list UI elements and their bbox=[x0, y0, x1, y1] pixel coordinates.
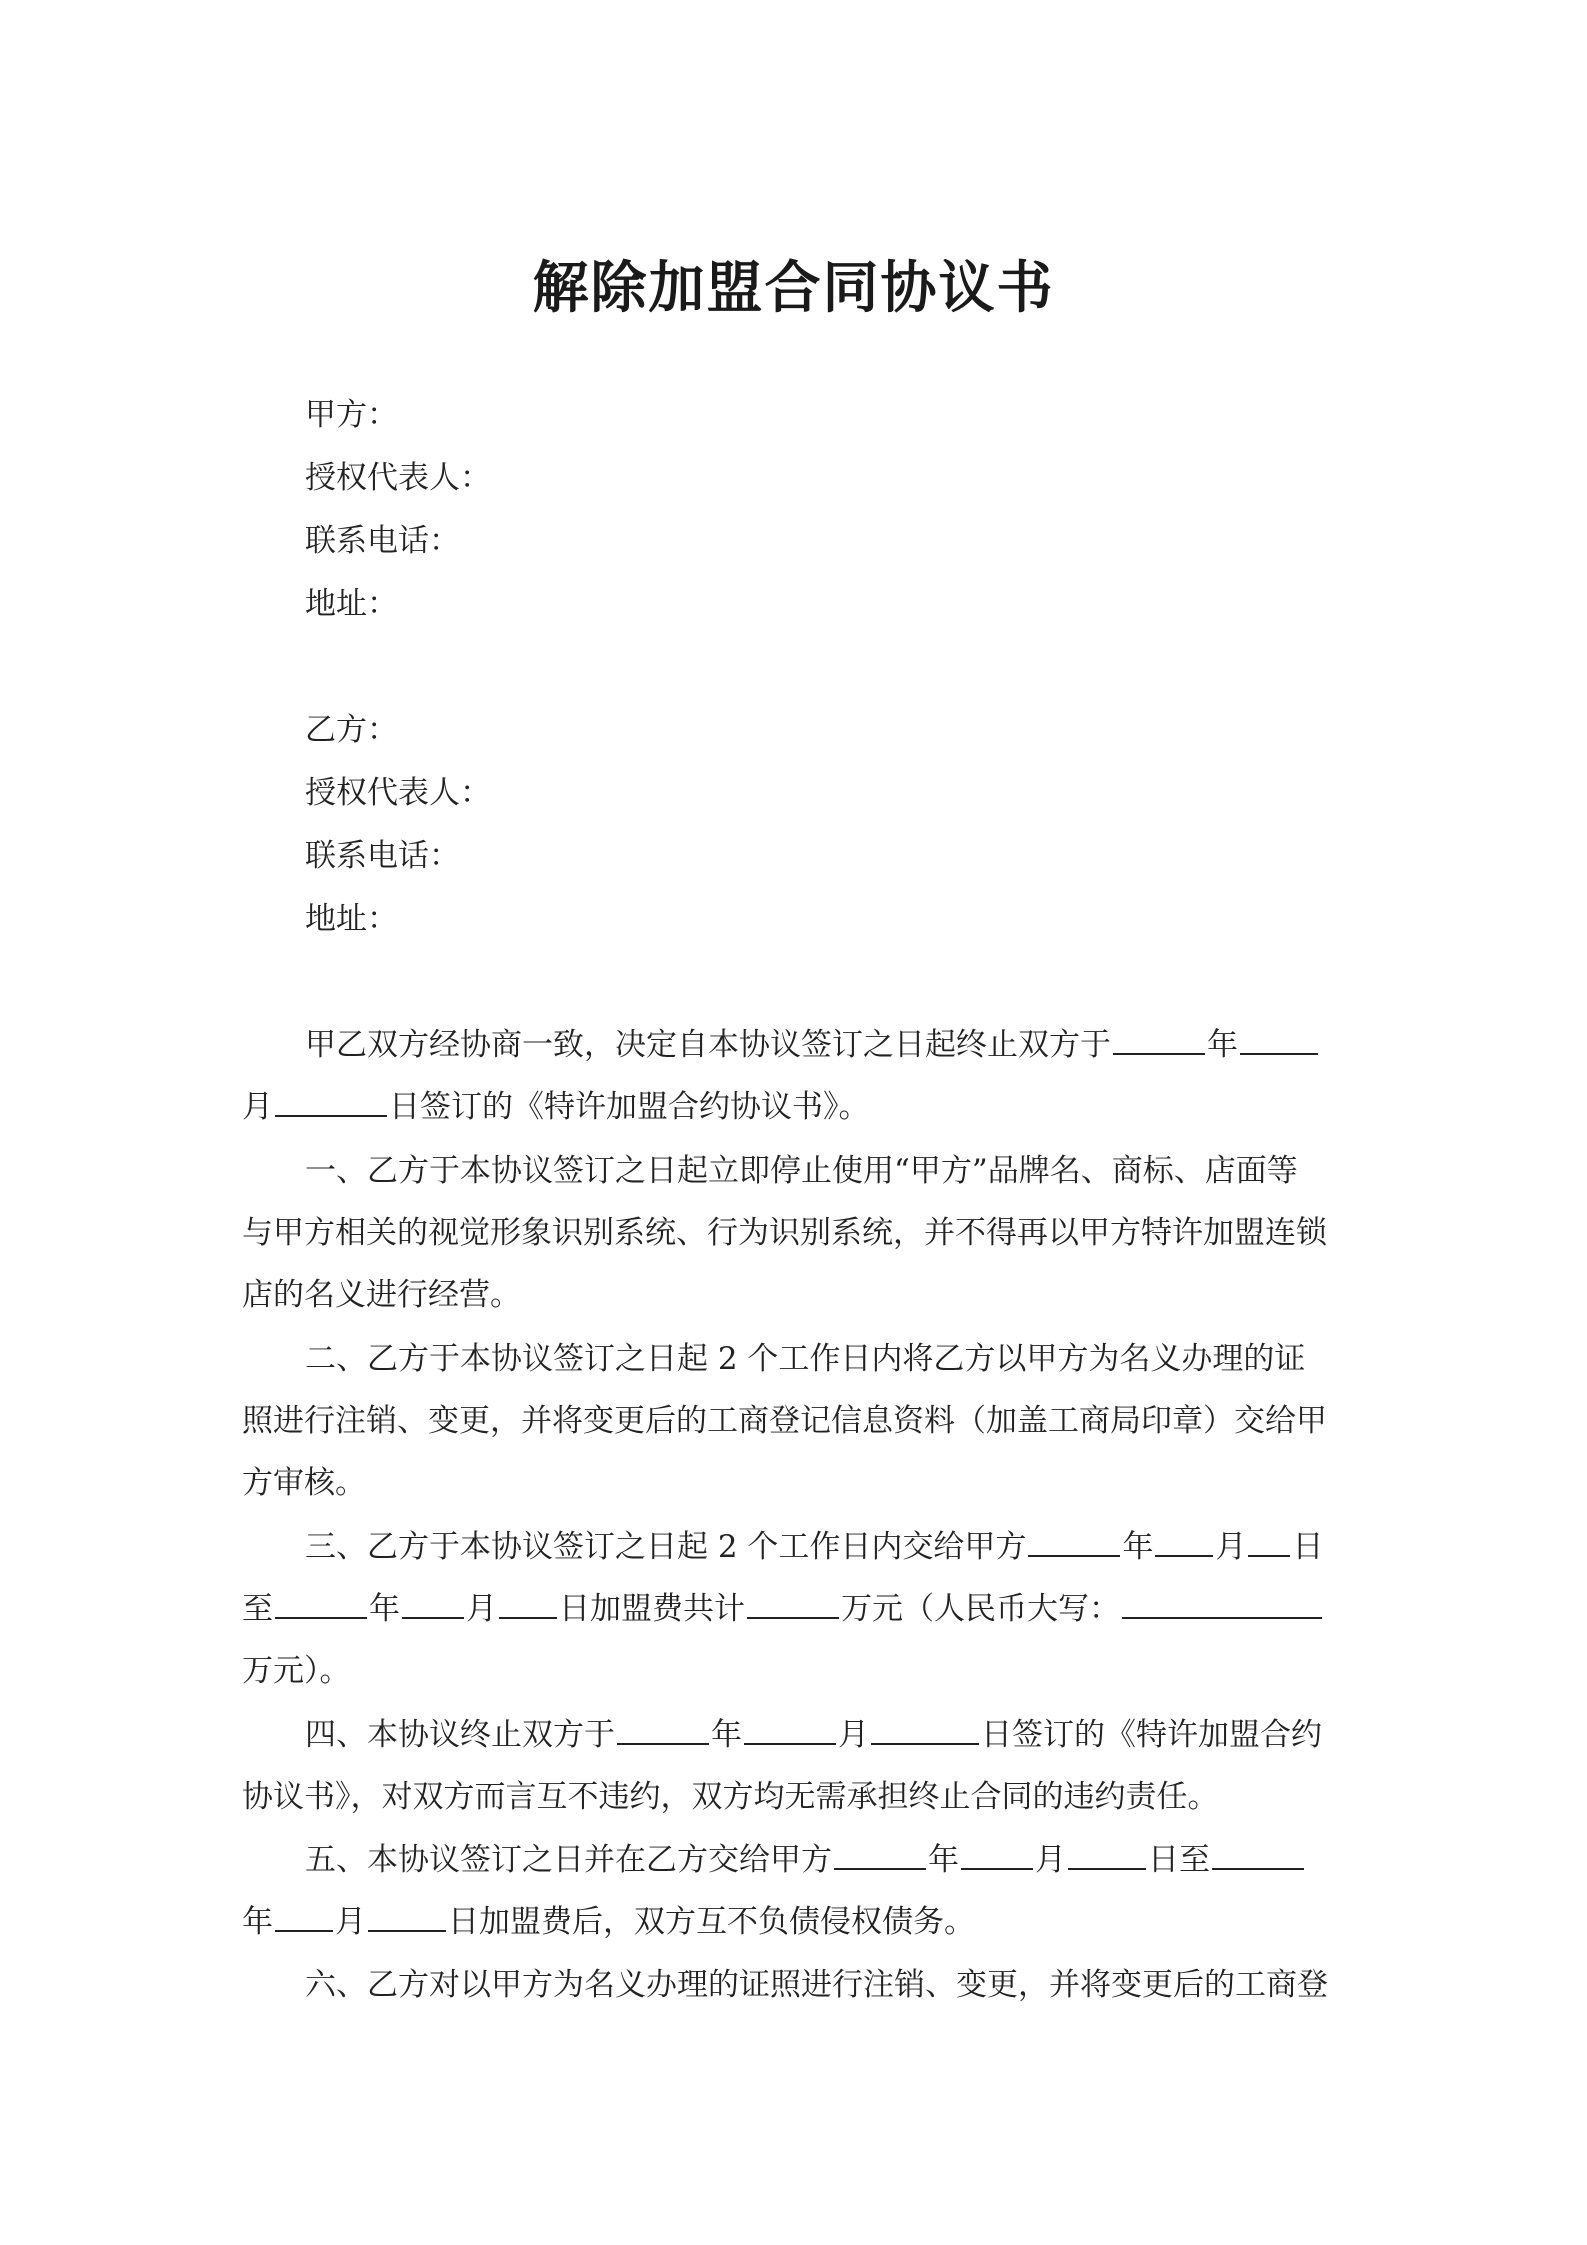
clause-4-text-end: 日签订的《特许加盟合约 bbox=[981, 1717, 1322, 1753]
clause-3-month-blank[interactable] bbox=[1155, 1525, 1213, 1557]
clause-3-end-year-blank[interactable] bbox=[275, 1587, 367, 1619]
clause-3-day-blank[interactable] bbox=[1248, 1525, 1290, 1557]
month-label: 月 bbox=[838, 1717, 869, 1753]
document-title: 解除加盟合同协议书 bbox=[532, 255, 1055, 321]
month-label: 月 bbox=[242, 1089, 273, 1125]
clause-5-year-blank[interactable] bbox=[834, 1838, 926, 1870]
clause-2-line-1: 二、乙方于本协议签订之日起 2 个工作日内将乙方以甲方为名义办理的证 bbox=[305, 1341, 1306, 1377]
party-a-address-label: 地址： bbox=[305, 586, 398, 622]
fee-total-label: 日加盟费共计 bbox=[559, 1591, 745, 1627]
clause-6-line-1: 六、乙方对以甲方为名义办理的证照进行注销、变更，并将变更后的工商登 bbox=[305, 1967, 1328, 2003]
clause-3-year-blank[interactable] bbox=[1028, 1525, 1120, 1557]
clause-4-month-blank[interactable] bbox=[744, 1713, 836, 1745]
year-blank[interactable] bbox=[1113, 1023, 1205, 1055]
clause-4-line-2: 协议书》，对双方而言互不违约，双方均无需承担终止合同的违约责任。 bbox=[242, 1779, 1219, 1815]
year-label: 年 bbox=[1122, 1529, 1154, 1565]
amount-capital-label: 万元（人民币大写： bbox=[841, 1591, 1120, 1627]
party-b-label: 乙方： bbox=[305, 712, 398, 748]
clause-5-text-end: 日加盟费后，双方互不负债侵权债务。 bbox=[448, 1904, 975, 1940]
clause-5-end-year-blank[interactable] bbox=[1212, 1838, 1304, 1870]
year-label: 年 bbox=[711, 1717, 742, 1753]
day-label: 日 bbox=[1292, 1529, 1324, 1565]
intro-paragraph bbox=[242, 1014, 1357, 1138]
year-label: 年 bbox=[928, 1842, 959, 1878]
clause-3-line-3: 万元）。 bbox=[242, 1653, 351, 1689]
day-to-label: 日至 bbox=[1148, 1842, 1210, 1878]
clause-1-line-1: 一、乙方于本协议签订之日起立即停止使用“甲方”品牌名、商标、店面等 bbox=[305, 1153, 1298, 1189]
to-label: 至 bbox=[242, 1591, 273, 1627]
clause-6 bbox=[242, 1954, 1357, 2016]
year-label: 年 bbox=[1207, 1027, 1238, 1063]
year-label: 年 bbox=[242, 1904, 273, 1940]
month-label: 月 bbox=[1215, 1529, 1247, 1565]
clause-5 bbox=[242, 1829, 1357, 1953]
intro-text-end: 日签订的《特许加盟合约协议书》。 bbox=[389, 1089, 870, 1125]
month-label: 月 bbox=[335, 1904, 366, 1940]
clause-1 bbox=[242, 1140, 1357, 1326]
clause-5-text: 五、本协议签订之日并在乙方交给甲方 bbox=[305, 1842, 832, 1878]
month-label: 月 bbox=[466, 1591, 497, 1627]
clause-1-line-2: 与甲方相关的视觉形象识别系统、行为识别系统，并不得再以甲方特许加盟连锁 bbox=[242, 1215, 1327, 1251]
clause-5-end-month-blank[interactable] bbox=[275, 1900, 333, 1932]
clause-4 bbox=[242, 1704, 1357, 1828]
party-b-phone-label: 联系电话： bbox=[305, 838, 460, 874]
amount-blank[interactable] bbox=[747, 1587, 839, 1619]
clause-4-day-blank[interactable] bbox=[871, 1713, 979, 1745]
year-label: 年 bbox=[369, 1591, 400, 1627]
party-b-rep-label: 授权代表人： bbox=[305, 775, 491, 811]
amount-capital-blank[interactable] bbox=[1122, 1587, 1322, 1619]
party-b-address-label: 地址： bbox=[305, 901, 398, 937]
clause-5-day-blank[interactable] bbox=[1068, 1838, 1146, 1870]
clause-2 bbox=[242, 1328, 1357, 1514]
clause-5-end-day-blank[interactable] bbox=[368, 1900, 446, 1932]
clause-1-line-3: 店的名义进行经营。 bbox=[242, 1277, 521, 1313]
clause-3-text: 三、乙方于本协议签订之日起 2 个工作日内交给甲方 bbox=[305, 1529, 1027, 1565]
clause-5-month-blank[interactable] bbox=[961, 1838, 1033, 1870]
party-a-label: 甲方： bbox=[305, 397, 398, 433]
month-label: 月 bbox=[1035, 1842, 1066, 1878]
clause-3-end-month-blank[interactable] bbox=[402, 1587, 464, 1619]
intro-text: 甲乙双方经协商一致，决定自本协议签订之日起终止双方于 bbox=[305, 1027, 1111, 1063]
month-blank[interactable] bbox=[1240, 1023, 1318, 1055]
clause-3-end-day-blank[interactable] bbox=[499, 1587, 557, 1619]
clause-3 bbox=[242, 1516, 1357, 1702]
clause-4-text: 四、本协议终止双方于 bbox=[305, 1717, 615, 1753]
clause-4-year-blank[interactable] bbox=[617, 1713, 709, 1745]
day-blank[interactable] bbox=[275, 1085, 387, 1117]
party-a-phone-label: 联系电话： bbox=[305, 523, 460, 559]
clause-2-line-3: 方审核。 bbox=[242, 1465, 366, 1501]
clause-2-line-2: 照进行注销、变更，并将变更后的工商登记信息资料（加盖工商局印章）交给甲 bbox=[242, 1403, 1327, 1439]
party-a-rep-label: 授权代表人： bbox=[305, 460, 491, 496]
